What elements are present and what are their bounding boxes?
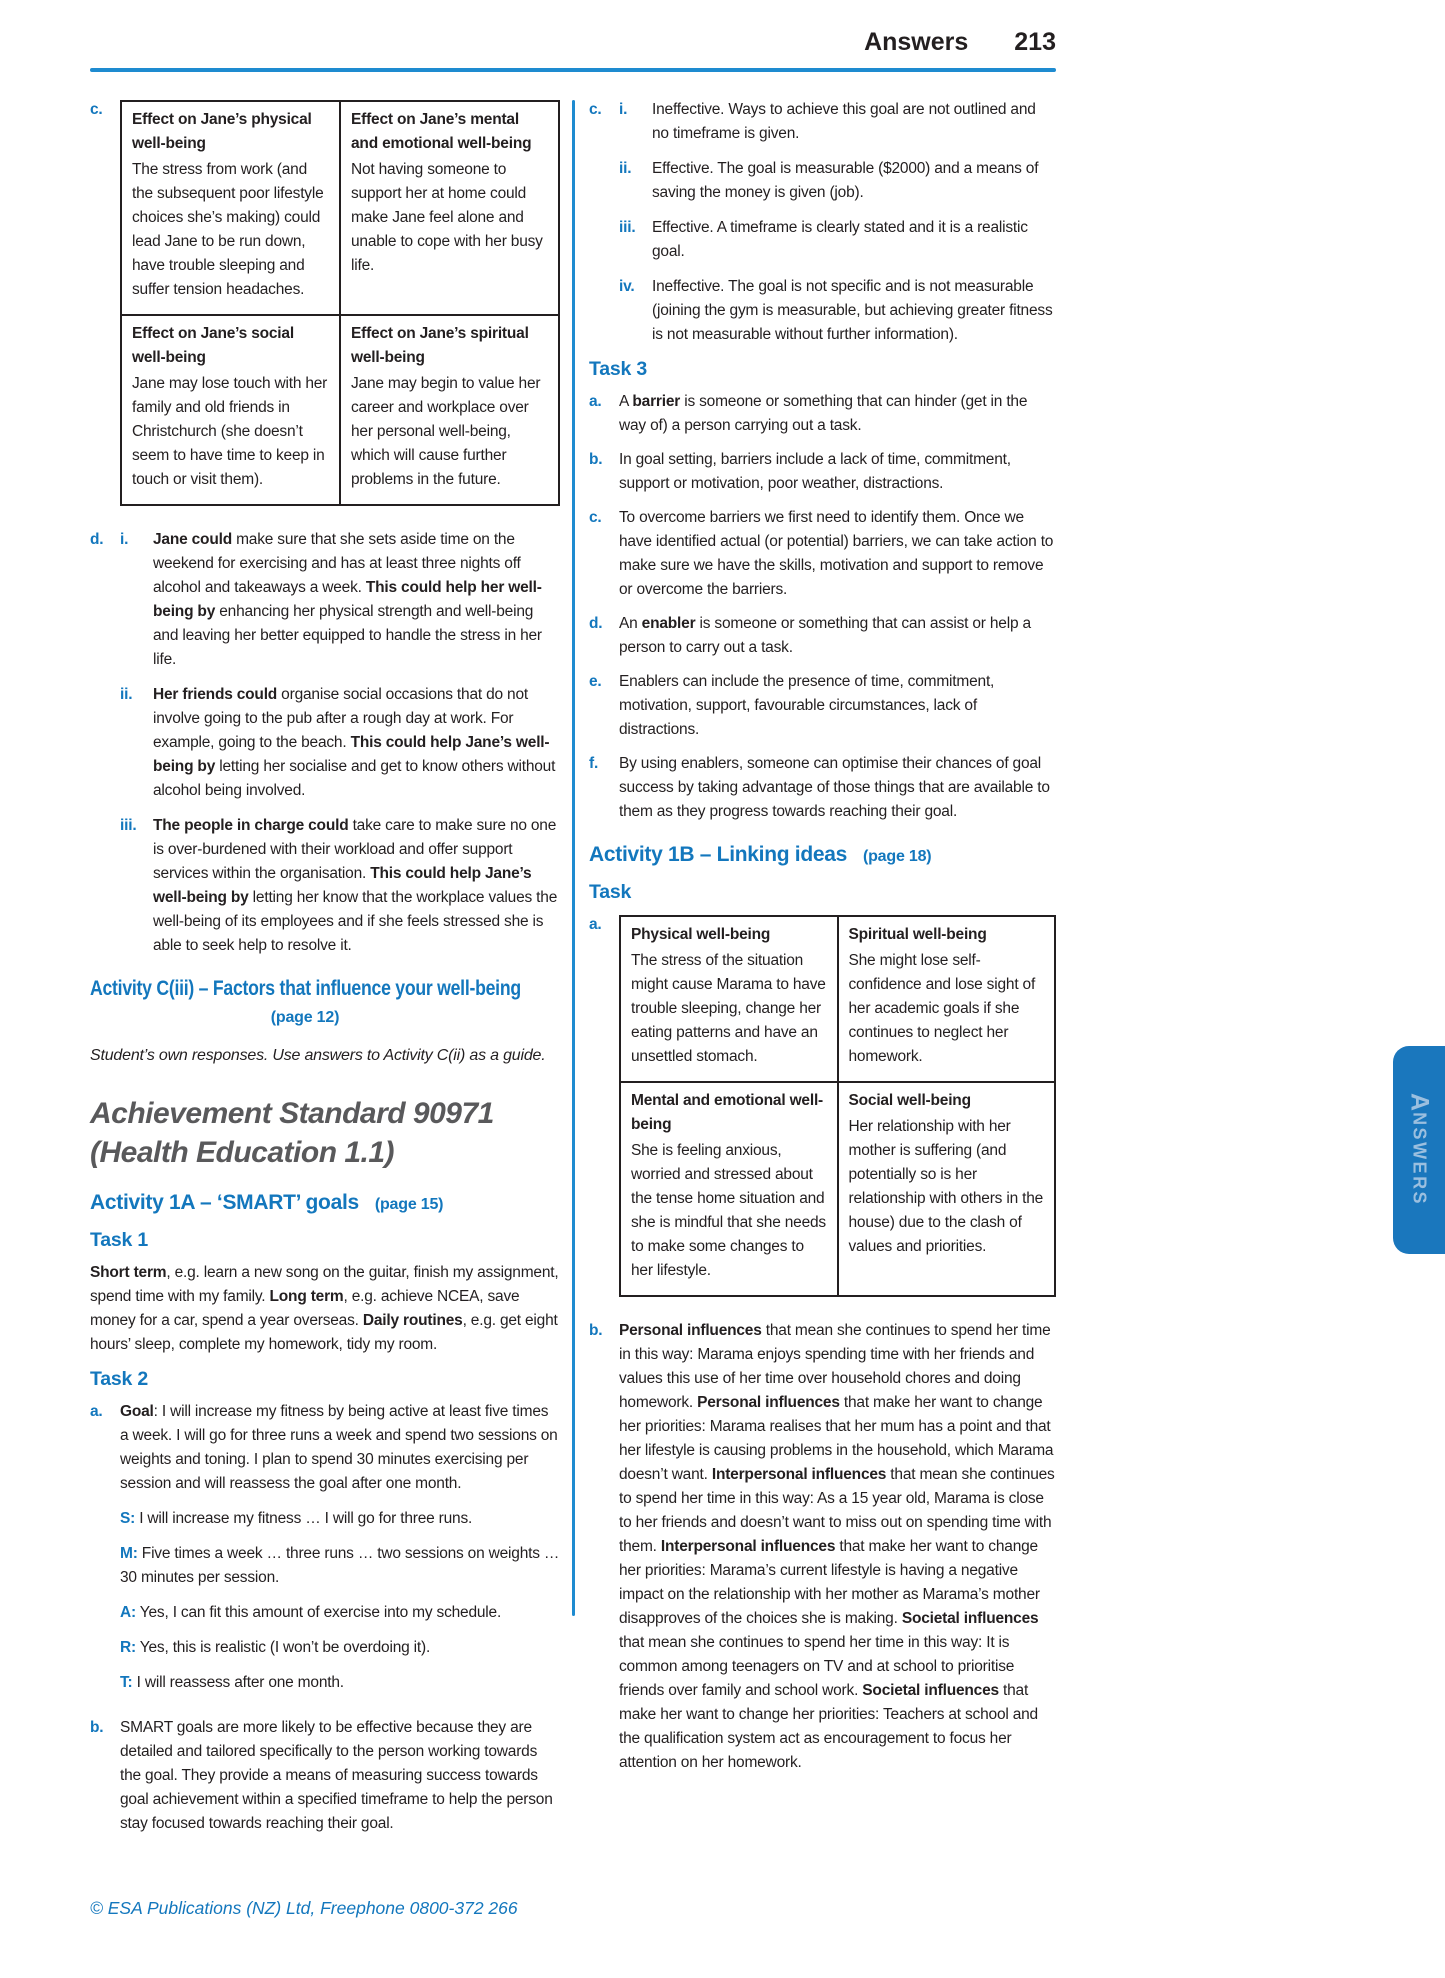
answer-subitem-c-ii [619, 157, 1056, 205]
achievement-standard-line1: Achievement Standard 90971 [90, 1097, 494, 1130]
cell-title: Social well-being [848, 1092, 971, 1109]
task3-item-b [589, 448, 1056, 496]
item-label: b. [589, 451, 603, 468]
answer-item-a [90, 1400, 560, 1706]
smart-a-text: Yes, I can fit this amount of exercise into my schedule. [139, 1604, 502, 1621]
item-label: a. [90, 1403, 103, 1420]
cell-title: Effect on Jane’s spiritual well-being [351, 325, 529, 366]
answer-subitem-c-iv [619, 275, 1056, 347]
item-text: Personal influences that mean she continues to spend her time in this way: Marama enjoys spending time with her friends and values this use of her time over household chores and doing homework. Personal influences that make her want to change her priorities: Marama realises that her mum has a point and that her lifestyle is causing problems in the household, which Marama doesn’t want. Interpersonal influences that mean she continues to spend her time in this way: As a 15 year old, Marama is close to her friends and doesn’t want to miss out on spending time with them. Interpersonal influences that make her want to change her priorities: Marama’s current lifestyle is having a negative impact on the relationship with her mother as Marama’s mother disapproves of the choices she is making. Societal influences that mean she continues to spend her time in this way: It is common among teenagers on TV and at school to prioritise friends over family and school work. Societal influences that make her want to change her priorities: Teachers at school and the qualification system act as encouragement to focus her attention on her homework. [619, 1322, 1055, 1771]
item-text: SMART goals are more likely to be effective because they are detailed and tailored specifically to the person working towards the goal. They provide a means of measuring success towards goal achievement within a specified timeframe to help the person stay focused towards reaching their goal. [120, 1719, 553, 1832]
activity-1a-heading [90, 1190, 560, 1218]
item-text: By using enablers, someone can optimise their chances of goal success by taking advantage of those things that are available to them as they progress towards reaching their goal. [619, 755, 1050, 820]
item-label: b. [90, 1719, 104, 1736]
smart-m-label: M: [120, 1545, 138, 1562]
page-content [90, 0, 1056, 1846]
item-label: b. [589, 1322, 603, 1339]
smart-t-text: I will reassess after one month. [136, 1674, 344, 1691]
task3-item-d [589, 612, 1056, 660]
smart-t-row [120, 1671, 560, 1695]
table-row [620, 916, 1055, 1082]
table-cell-physical [620, 916, 838, 1082]
smart-r-text: Yes, this is realistic (I won’t be overdoing it). [139, 1639, 431, 1656]
header-rule [90, 68, 1056, 72]
cell-title: Spiritual well-being [848, 926, 987, 943]
achievement-standard-heading [90, 1094, 560, 1172]
smart-m-text: Five times a week … three runs … two sessions on weights … 30 minutes per session. [120, 1545, 560, 1586]
item-text: In goal setting, barriers include a lack of time, commitment, support or motivation, poor weather, distractions. [619, 451, 1011, 492]
column-divider [572, 100, 575, 1616]
answer-item-b [589, 1319, 1056, 1775]
page-number: 213 [1014, 28, 1056, 56]
task3-heading: Task 3 [589, 358, 648, 380]
student-responses-note: Student’s own responses. Use answers to Activity C(ii) as a guide. [90, 1047, 546, 1064]
task1-heading: Task 1 [90, 1229, 149, 1251]
item-text: To overcome barriers we first need to identify them. Once we have identified actual (or potential) barriers, we can take action to make sure we have the skills, motivation and support to remove or overcome the barriers. [619, 509, 1054, 598]
subitem-text: Effective. A timeframe is clearly stated and it is a realistic goal. [652, 219, 1028, 260]
item-label: e. [589, 673, 602, 690]
table-cell-spiritual [838, 916, 1056, 1082]
answers-side-tab [1393, 1046, 1445, 1254]
cell-body: She might lose self-confidence and lose sight of her academic goals if she continues to neglect her homework. [848, 952, 1036, 1065]
answer-item-d [90, 528, 560, 958]
activity-1a-title: Activity 1A – ‘SMART’ goals [90, 1191, 359, 1214]
item-label: f. [589, 755, 599, 772]
smart-s-label: S: [120, 1510, 136, 1527]
subitem-label: ii. [120, 686, 133, 703]
task1-answer: Short term, e.g. learn a new song on the guitar, finish my assignment, spend time with my family. Long term, e.g. achieve NCEA, save money for a car, spend a year overseas. Daily routines, e.g. get eight hours’ sleep, complete my homework, tidy my room. [90, 1264, 559, 1353]
activity-1b-title: Activity 1B – Linking ideas [589, 843, 847, 866]
task3-item-e [589, 670, 1056, 742]
cell-title: Effect on Jane’s social well-being [132, 325, 294, 366]
activity-ciii-title: Activity C(iii) – Factors that influence your well-being [90, 977, 521, 1000]
cell-body: Jane may begin to value her career and workplace over her personal well-being, which will cause further problems in the future. [351, 375, 541, 488]
subitem-text: The people in charge could take care to make sure no one is over-burdened with their workload and offer support services within the organisation. This could help Jane’s well-being by letting her know that the workplace values the well-being of its employees and if she feels stressed she is able to seek help to resolve it. [153, 817, 558, 954]
subitem-text: Her friends could organise social occasions that do not involve going to the pub after a rough day at work. For example, going to the beach. This could help Jane’s well-being by letting her socialise and get to know others without alcohol being involved. [153, 686, 556, 799]
smart-m-row [120, 1542, 560, 1590]
cell-body: Not having someone to support her at home could make Jane feel alone and unable to cope with her busy life. [351, 161, 543, 274]
task3-item-f [589, 752, 1056, 824]
goal-statement: Goal: I will increase my fitness by being active at least five times a week. I will go for three runs a week and spend two sessions on weights and toning. I plan to spend 30 minutes exercising per session and will reassess the goal after one month. [120, 1403, 558, 1492]
cell-title: Effect on Jane’s physical well-being [132, 111, 312, 152]
cell-title: Effect on Jane’s mental and emotional well-being [351, 111, 532, 152]
answers-tab-label: ANSWERS [1405, 1093, 1434, 1207]
answer-subitem-d-ii [120, 683, 560, 803]
subitem-label: iii. [619, 219, 636, 236]
answer-subitem-c-i [619, 98, 1056, 146]
page-header [90, 0, 1056, 57]
item-label: a. [589, 393, 602, 410]
item-body [120, 1400, 560, 1706]
item-label: a. [589, 916, 602, 933]
answer-subitem-c-iii [619, 216, 1056, 264]
smart-a-label: A: [120, 1604, 136, 1621]
table-cell-social [838, 1082, 1056, 1296]
item-label: c. [589, 101, 602, 118]
task2-heading: Task 2 [90, 1368, 149, 1390]
achievement-standard-line2: (Health Education 1.1) [90, 1136, 395, 1169]
cell-body: The stress of the situation might cause Marama to have trouble sleeping, change her eating patterns and have an unsettled stomach. [631, 952, 826, 1065]
subitem-label: ii. [619, 160, 632, 177]
subitem-label: iv. [619, 278, 635, 295]
table-cell-spiritual [340, 315, 559, 505]
answer-item-b [90, 1716, 560, 1836]
subitem-label: i. [619, 101, 628, 118]
marama-wellbeing-table [619, 915, 1056, 1297]
item-label: c. [589, 509, 602, 526]
subitem-text: Jane could make sure that she sets aside time on the weekend for exercising and has at least three nights off alcohol and takeaways a week. This could help her well-being by enhancing her physical strength and well-being and leaving her better equipped to handle the stress in her life. [153, 531, 542, 668]
item-label: d. [90, 531, 104, 548]
smart-r-row [120, 1636, 560, 1660]
subitem-text: Ineffective. The goal is not specific and is not measurable (joining the gym is measurable, but achieving greater fitness is not measurable without further information). [652, 278, 1053, 343]
item-text: Enablers can include the presence of time, commitment, motivation, support, favourable circumstances, lack of distractions. [619, 673, 995, 738]
table-cell-social [121, 315, 340, 505]
subitem-text: Ineffective. Ways to achieve this goal are not outlined and no timeframe is given. [652, 101, 1036, 142]
cell-body: Jane may lose touch with her family and old friends in Christchurch (she doesn’t seem to have time to keep in touch or visit them). [132, 375, 328, 488]
cell-body: The stress from work (and the subsequent poor lifestyle choices she’s making) could lead Jane to be run down, have trouble sleeping and suffer tension headaches. [132, 161, 324, 298]
table-cell-mental [620, 1082, 838, 1296]
answer-item-c [90, 98, 560, 518]
cell-body: Her relationship with her mother is suffering (and potentially so is her relationship with others in the house) due to the clash of values and priorities. [848, 1118, 1044, 1255]
two-column-layout [90, 98, 1056, 1846]
left-column [90, 98, 560, 1846]
item-body [120, 528, 560, 958]
table-cell-mental [340, 101, 559, 315]
item-text: A barrier is someone or something that can hinder (get in the way of) a person carrying out a task. [619, 393, 1028, 434]
item-body [619, 913, 1056, 1309]
answer-item-a [589, 913, 1056, 1309]
cell-body: She is feeling anxious, worried and stressed about the tense home situation and she is mindful that she needs to make some changes to her lifestyle. [631, 1142, 826, 1279]
footer-imprint: © ESA Publications (NZ) Ltd, Freephone 0800-372 266 [90, 1898, 518, 1918]
subitem-text: Effective. The goal is measurable ($2000) and a means of saving the money is given (job). [652, 160, 1039, 201]
activity-ciii-pageref: (page 12) [270, 1009, 340, 1026]
activity-1b-heading [589, 842, 1056, 870]
smart-a-row [120, 1601, 560, 1625]
right-column [589, 98, 1056, 1846]
table-cell-physical [121, 101, 340, 315]
answer-item-c-continued [589, 98, 1056, 347]
subitem-label: i. [120, 531, 129, 548]
table-row [121, 315, 559, 505]
smart-t-label: T: [120, 1674, 133, 1691]
jane-wellbeing-table [120, 100, 560, 506]
activity-1b-pageref: (page 18) [862, 848, 932, 865]
cell-title: Mental and emotional well-being [631, 1092, 824, 1133]
answer-subitem-d-iii [120, 814, 560, 958]
item-body [619, 98, 1056, 347]
item-label: c. [90, 101, 103, 118]
subitem-label: iii. [120, 817, 137, 834]
cell-title: Physical well-being [631, 926, 771, 943]
item-body [120, 98, 560, 518]
item-text: An enabler is someone or something that can assist or help a person to carry out a task. [619, 615, 1031, 656]
page-title: Answers [864, 28, 969, 56]
activity-ciii-heading [90, 976, 560, 1002]
smart-s-row [120, 1507, 560, 1531]
task3-item-a [589, 390, 1056, 438]
task-heading: Task [589, 881, 632, 903]
smart-s-text: I will increase my fitness … I will go for three runs. [139, 1510, 473, 1527]
item-label: d. [589, 615, 603, 632]
table-row [121, 101, 559, 315]
task3-item-c [589, 506, 1056, 602]
activity-1a-pageref: (page 15) [374, 1196, 444, 1213]
smart-r-label: R: [120, 1639, 136, 1656]
answer-subitem-d-i [120, 528, 560, 672]
table-row [620, 1082, 1055, 1296]
